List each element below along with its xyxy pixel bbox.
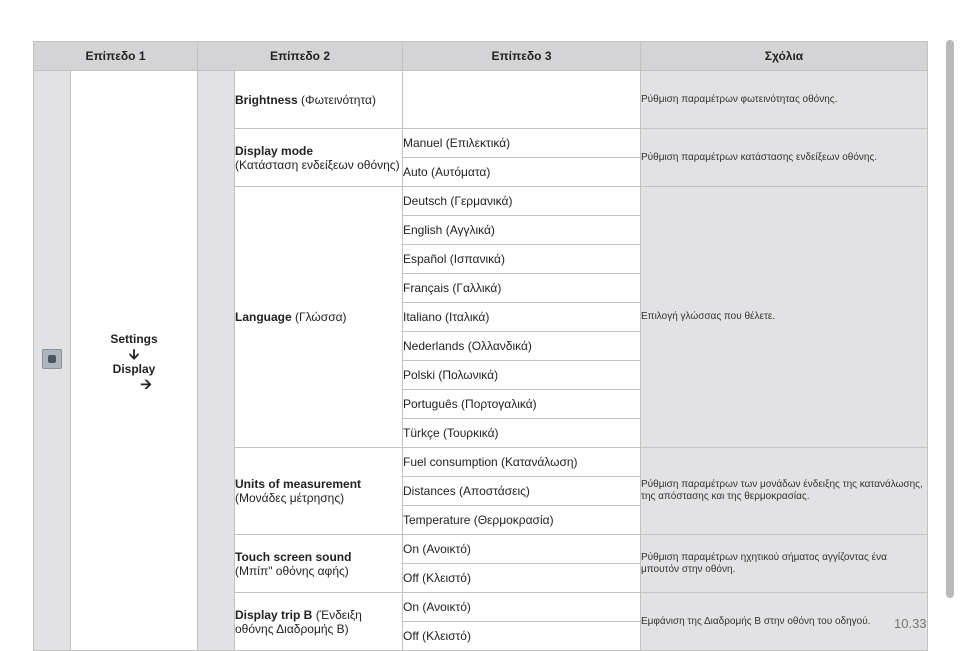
language-cell[interactable] xyxy=(235,187,403,448)
option-trip-on[interactable]: On (Ανοικτό) xyxy=(403,593,641,622)
option-manuel[interactable]: Manuel (Επιλεκτικά) xyxy=(403,129,641,158)
level2-cell xyxy=(71,71,198,651)
arrow-down-icon: 🡫 xyxy=(128,345,140,362)
option-portugues[interactable]: Português (Πορτογαλικά) xyxy=(403,390,641,419)
option-deutsch[interactable]: Deutsch (Γερμανικά) xyxy=(403,187,641,216)
language-label-gr: (Γλώσσα) xyxy=(291,310,347,324)
header-level-1: Επίπεδο 1 xyxy=(34,42,198,71)
display-mode-note: Ρύθμιση παραμέτρων κατάστασης ενδείξεων οθόνης. xyxy=(641,129,928,187)
settings-icon[interactable] xyxy=(42,349,62,369)
brightness-cell[interactable] xyxy=(235,71,403,129)
option-distances[interactable]: Distances (Αποστάσεις) xyxy=(403,477,641,506)
brightness-label: Brightness xyxy=(235,92,298,107)
touch-sound-label: Touch screen sound xyxy=(235,549,352,564)
arrow-right-icon: 🡪 xyxy=(140,375,152,392)
option-fuel[interactable]: Fuel consumption (Κατανάλωση) xyxy=(403,448,641,477)
settings-menu-table xyxy=(33,41,928,651)
trip-b-cell[interactable] xyxy=(235,593,403,651)
option-italiano[interactable]: Italiano (Ιταλικά) xyxy=(403,303,641,332)
header-comments: Σχόλια xyxy=(641,42,928,71)
option-polski[interactable]: Polski (Πολωνικά) xyxy=(403,361,641,390)
touch-sound-cell[interactable] xyxy=(235,535,403,593)
option-sound-off[interactable]: Off (Κλειστό) xyxy=(403,564,641,593)
units-label: Units of measurement xyxy=(235,477,362,491)
brightness-note: Ρύθμιση παραμέτρων φωτεινότητας οθόνης. xyxy=(641,71,928,129)
touch-sound-label-gr: (Μπίπ" οθόνης αφής) xyxy=(235,563,349,578)
trip-b-label: Display trip B xyxy=(235,607,313,622)
units-cell[interactable] xyxy=(235,448,403,535)
level1-cell xyxy=(34,71,71,651)
option-nederlands[interactable]: Nederlands (Ολλανδικά) xyxy=(403,332,641,361)
settings-label[interactable]: Settings xyxy=(110,331,158,346)
empty-cell xyxy=(403,71,641,129)
option-francais[interactable]: Français (Γαλλικά) xyxy=(403,274,641,303)
display-mode-cell[interactable] xyxy=(235,129,403,187)
trip-b-label-gr: (Ένδειξη οθόνης Διαδρομής B) xyxy=(235,607,362,636)
table-row xyxy=(34,71,928,129)
option-sound-on[interactable]: On (Ανοικτό) xyxy=(403,535,641,564)
header-row xyxy=(34,42,928,71)
scrollbar[interactable] xyxy=(946,40,954,598)
units-label-gr: (Μονάδες μέτρησης) xyxy=(235,491,345,505)
header-level-3: Επίπεδο 3 xyxy=(403,42,641,71)
header-level-2: Επίπεδο 2 xyxy=(198,42,403,71)
display-mode-label-gr: (Κατάσταση ενδείξεων οθόνης) xyxy=(235,157,400,172)
language-label: Language xyxy=(235,310,292,324)
language-note: Επιλογή γλώσσας που θέλετε. xyxy=(641,187,928,448)
trip-b-note: Εμφάνιση της Διαδρομής B στην οθόνη του οδηγού. xyxy=(641,593,928,651)
option-trip-off[interactable]: Off (Κλειστό) xyxy=(403,622,641,651)
display-label[interactable]: Display xyxy=(112,361,156,376)
spacer-column xyxy=(198,71,235,651)
option-espanol[interactable]: Español (Ισπανικά) xyxy=(403,245,641,274)
option-temperature[interactable]: Temperature (Θερμοκρασία) xyxy=(403,506,641,535)
option-auto[interactable]: Auto (Αυτόματα) xyxy=(403,158,641,187)
units-note: Ρύθμιση παραμέτρων των μονάδων ένδειξης της κατανάλωσης, της απόστασης και της θερμοκρασίας. xyxy=(641,448,928,535)
option-english[interactable]: English (Αγγλικά) xyxy=(403,216,641,245)
display-mode-label: Display mode xyxy=(235,143,314,158)
page-number: 10.33 xyxy=(894,616,927,631)
option-turkce[interactable]: Türkçe (Τουρκικά) xyxy=(403,419,641,448)
brightness-label-gr: (Φωτεινότητα) xyxy=(297,92,376,107)
touch-sound-note: Ρύθμιση παραμέτρων ηχητικού σήματος αγγίζοντας ένα μπουτόν στην οθόνη. xyxy=(641,535,928,593)
